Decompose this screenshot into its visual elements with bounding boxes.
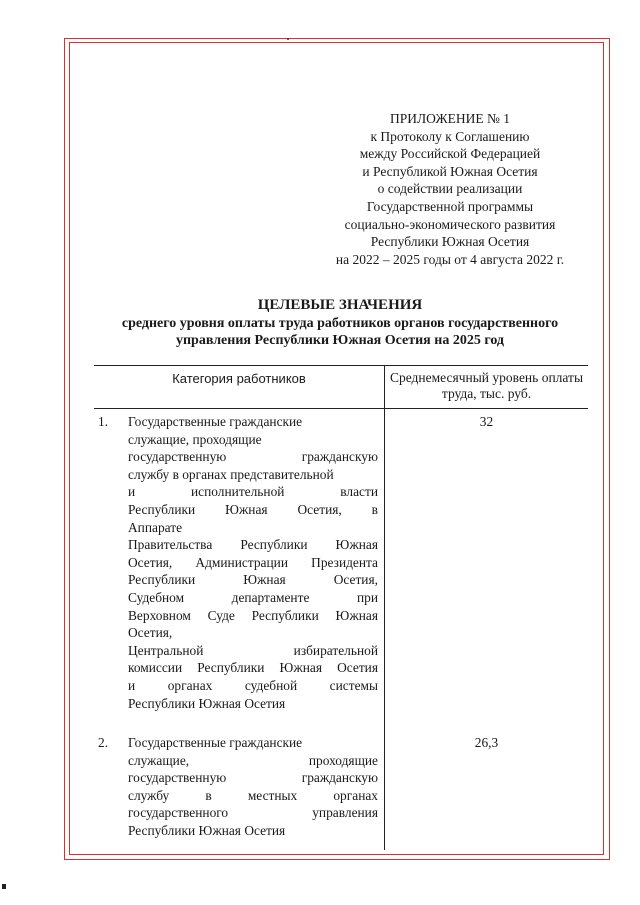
category-line: службу в местных органах	[128, 787, 378, 803]
category-line: Центральной избирательной	[128, 642, 378, 658]
document-title	[80, 297, 600, 350]
header-category: Категория работников	[94, 366, 385, 409]
category-line: Государственные гражданские	[128, 414, 303, 429]
row-spacer	[94, 712, 588, 730]
category-line: государственную гражданскую	[128, 449, 378, 465]
annex-header	[300, 110, 600, 268]
annex-line: о содействии реализации	[377, 181, 523, 197]
category-line: Аппарате	[128, 519, 183, 535]
category-line: служащие, проходящие	[128, 431, 262, 447]
annex-line: социально-экономического развития	[344, 216, 556, 232]
category-line: Республики Южная Осетия, в	[128, 501, 378, 517]
annex-line: к Протоколу к Соглашению	[370, 128, 530, 144]
category-line: Судебном департаменте при	[128, 589, 378, 605]
row-category	[128, 730, 385, 840]
category-line: Правительства Республики Южная	[128, 537, 378, 553]
scan-mark	[2, 884, 6, 889]
title-main: ЦЕЛЕВЫЕ ЗНАЧЕНИЯ	[257, 297, 423, 313]
annex-line: на 2022 – 2025 годы от 4 августа 2022 г.	[335, 251, 565, 267]
annex-line: между Российской Федерацией	[359, 146, 541, 162]
category-line: и исполнительной власти	[128, 484, 378, 500]
targets-table	[94, 365, 588, 850]
category-line: Государственные гражданские	[128, 735, 303, 751]
row-number: 1.	[98, 414, 109, 429]
annex-line: Государственной программы	[366, 198, 534, 214]
annex-line: Республики Южная Осетия	[370, 234, 530, 250]
category-line: государственную гражданскую	[128, 770, 378, 786]
category-line: Республики Южная Осетия,	[128, 572, 378, 588]
category-line: государственного управления	[128, 805, 378, 821]
row-value: 26,3	[474, 735, 499, 751]
category-line: и органах судебной системы	[128, 677, 378, 693]
header-value: Среднемесячный уровень оплаты труда, тыс. руб.	[385, 366, 589, 409]
row-number: 2.	[98, 735, 109, 751]
title-sub-line: среднего уровня оплаты труда работников органов государственного	[121, 315, 559, 331]
row-value: 32	[479, 414, 494, 429]
table-row	[94, 730, 588, 840]
table-row	[94, 409, 588, 713]
category-line: Верховном Суде Республики Южная	[128, 607, 378, 623]
annex-line: ПРИЛОЖЕНИЕ № 1	[389, 111, 511, 126]
row-category	[128, 409, 385, 713]
category-line: комиссии Республики Южная Осетия	[128, 660, 378, 676]
category-line: Республики Южная Осетия	[128, 695, 286, 711]
category-line: службу в органах представительной	[128, 466, 334, 482]
table-header-row	[94, 366, 588, 409]
category-line: служащие, проходящие	[128, 752, 378, 768]
scan-speck	[287, 38, 289, 40]
title-sub-line: управления Республики Южная Осетия на 2025 год	[175, 333, 505, 348]
annex-line: и Республикой Южная Осетия	[362, 163, 538, 179]
category-line: Республики Южная Осетия	[128, 823, 286, 839]
category-line: Осетия,	[128, 625, 173, 641]
category-line: Осетия, Администрации Президента	[128, 554, 378, 570]
row-spacer	[94, 840, 588, 850]
